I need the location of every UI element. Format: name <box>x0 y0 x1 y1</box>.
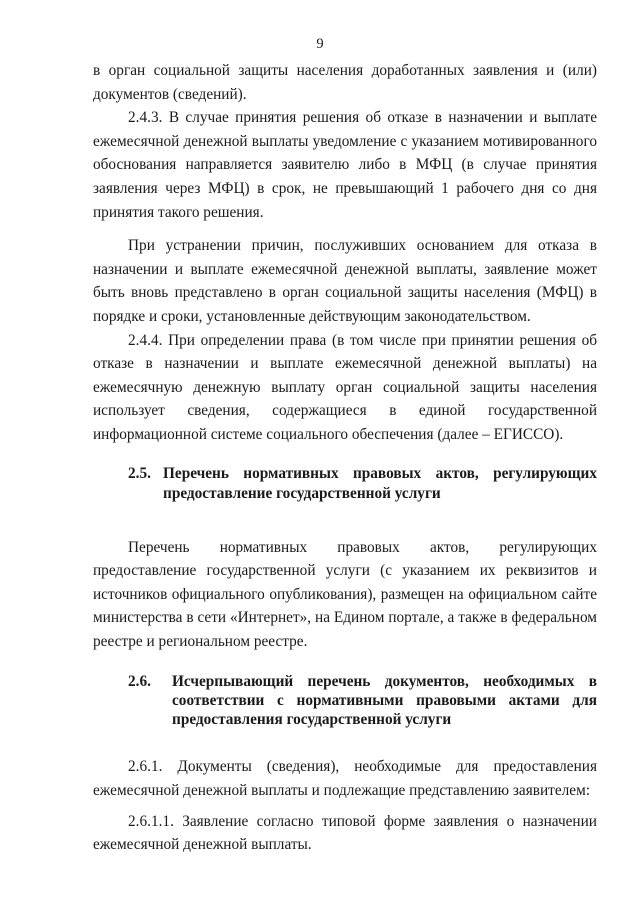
section-2-5-body: Перечень нормативных правовых актов, регулирующих предоставление государственной услуги (с указанием их реквизитов и источников официального опубликования), размещен на официальном сайте министерства в сети «Интернет», на Едином портале, а также в федеральном реестре и региональном реестре. <box>93 538 597 650</box>
section-2-5-heading <box>93 464 597 504</box>
page-number: 9 <box>316 36 324 52</box>
paragraph-2-4-3: 2.4.3. В случае принятия решения об отказе в назначении и выплате ежемесячной денежной выплаты уведомление с указанием мотивированного обоснования направляется заявителю либо в МФЦ (в случае принятия заявления через МФЦ) в срок, не превышающий 1 рабочего дня со дня принятия такого решения. <box>93 109 597 221</box>
section-number: 2.5. <box>128 464 151 482</box>
section-number: 2.6. <box>128 673 151 691</box>
paragraph-continuation: в орган социальной защиты населения доработанных заявления и (или) документов (сведений). <box>93 62 597 103</box>
paragraph-2-6-1: 2.6.1. Документы (сведения), необходимые для предоставления ежемесячной денежной выплаты и подлежащие представлению заявителем: <box>93 758 597 800</box>
section-2-6-heading <box>93 672 597 729</box>
section-title: Исчерпывающий перечень документов, необходимых в соответствии с нормативными правовыми актами для предоставления государственной услуги <box>172 673 597 729</box>
section-title: Перечень нормативных правовых актов, регулирующих предоставление государственной услуги <box>163 464 597 502</box>
document-body <box>93 59 597 857</box>
paragraph-resubmission: При устранении причин, послуживших основанием для отказа в назначении и выплате ежемесячной денежной выплаты, заявление может быть вновь представлено в орган социальной защиты населения (МФЦ) в порядке и сроки, установленные действующим законодательством. <box>93 237 597 325</box>
paragraph-2-4-4: 2.4.4. При определении права (в том числе при принятии решения об отказе в назначении и выплате ежемесячной денежной выплаты) на ежемесячную денежную выплату орган социальной защиты населения использует сведения, содержащиеся в единой государственной информационной системе социального обеспечения (далее – ЕГИССО). <box>93 331 597 443</box>
paragraph-2-6-1-1: 2.6.1.1. Заявление согласно типовой форме заявления о назначении ежемесячной денежной выплаты. <box>93 812 597 854</box>
